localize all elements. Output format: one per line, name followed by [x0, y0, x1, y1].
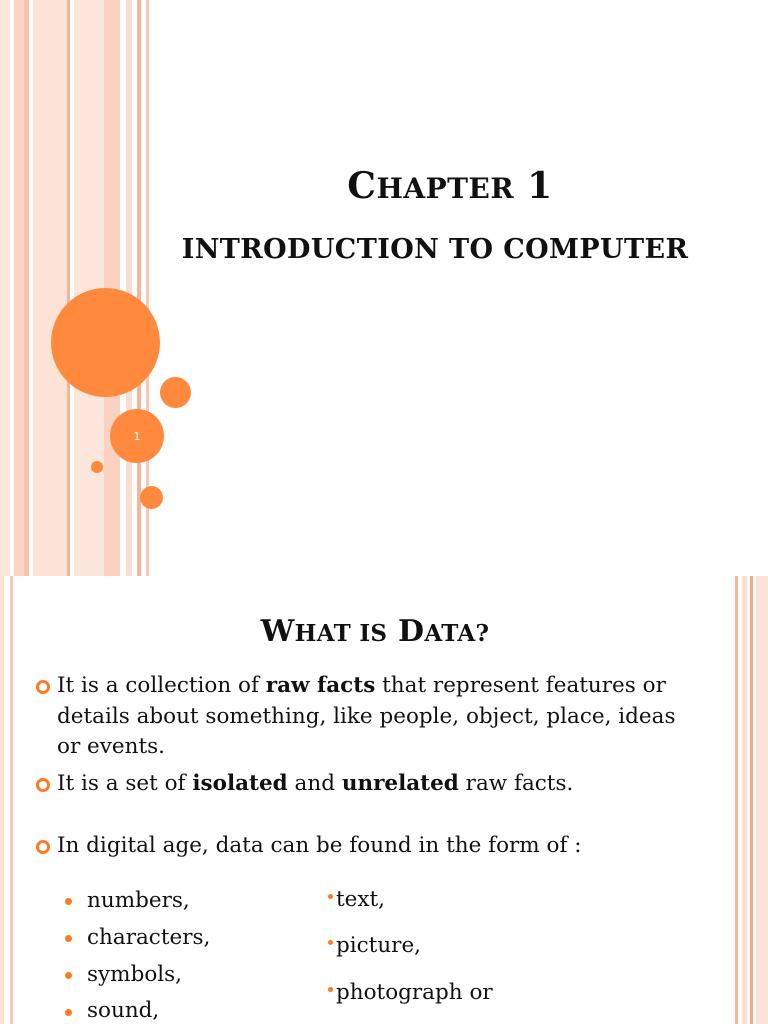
slide-2	[0, 576, 768, 1024]
dot-bullet-icon	[65, 935, 72, 942]
large-circle	[51, 288, 160, 397]
bullet-2	[57, 769, 727, 800]
bullet-line	[57, 671, 727, 702]
sub-item: symbols,	[87, 962, 183, 987]
stripe	[0, 576, 4, 1024]
bullet-bold: unrelated	[341, 771, 459, 796]
tiny-circle	[91, 461, 103, 473]
title-hat: HAT IS	[294, 620, 388, 647]
title-d: D	[387, 614, 425, 649]
stripe	[67, 0, 70, 576]
bullet-text: raw facts.	[458, 771, 574, 796]
slide-title	[120, 612, 630, 654]
small-circle	[160, 377, 191, 408]
stripe	[0, 0, 10, 576]
dot-bullet-icon	[328, 940, 333, 945]
bullet-text: and	[287, 771, 342, 796]
bullet-text: that represent features or	[375, 673, 666, 698]
dot-bullet-icon	[65, 1009, 72, 1016]
stripe	[750, 576, 753, 1024]
bullet-3: In digital age, data can be found in the form of :	[57, 833, 582, 858]
sub-item: photograph or	[336, 980, 493, 1005]
bullet-line: details about something, like people, object, place, ideas	[57, 703, 676, 729]
dot-bullet-icon	[328, 987, 333, 992]
stripe	[33, 0, 67, 576]
stripe	[24, 0, 29, 576]
small-circle	[140, 486, 163, 509]
bullet-text: It is a set of	[57, 771, 193, 796]
sub-item: numbers,	[87, 888, 190, 913]
ring-bullet-icon	[36, 778, 50, 792]
bullet-1	[57, 671, 727, 763]
title-ata: ATA?	[424, 620, 490, 647]
chapter-subtitle: INTRODUCTION TO COMPUTER	[181, 234, 689, 265]
dot-bullet-icon	[65, 972, 72, 979]
dot-bullet-icon	[65, 898, 72, 905]
bullet-bold: raw facts	[265, 673, 376, 698]
bullet-bold: isolated	[192, 771, 288, 796]
title-w: W	[260, 614, 295, 649]
stripe	[137, 0, 141, 576]
ring-bullet-icon	[36, 680, 50, 694]
title-rest: HAPTER	[376, 172, 515, 205]
title-number: 1	[514, 165, 553, 207]
page-number: 1	[133, 429, 141, 443]
sub-item: picture,	[336, 933, 422, 958]
bullet-line: or events.	[57, 734, 166, 759]
ring-bullet-icon	[36, 840, 50, 854]
stripe	[126, 0, 132, 576]
sub-item: sound,	[87, 998, 160, 1023]
chapter-title	[150, 164, 750, 211]
stripe	[742, 576, 747, 1024]
sub-item: characters,	[87, 925, 211, 950]
sub-item: text,	[336, 887, 385, 912]
stripe	[756, 576, 768, 1024]
title-initial: C	[347, 165, 377, 207]
dot-bullet-icon	[328, 894, 333, 899]
stripe	[10, 576, 13, 1024]
bullet-text: It is a collection of	[57, 673, 266, 698]
stripe	[14, 0, 24, 576]
stripe	[735, 576, 738, 1024]
